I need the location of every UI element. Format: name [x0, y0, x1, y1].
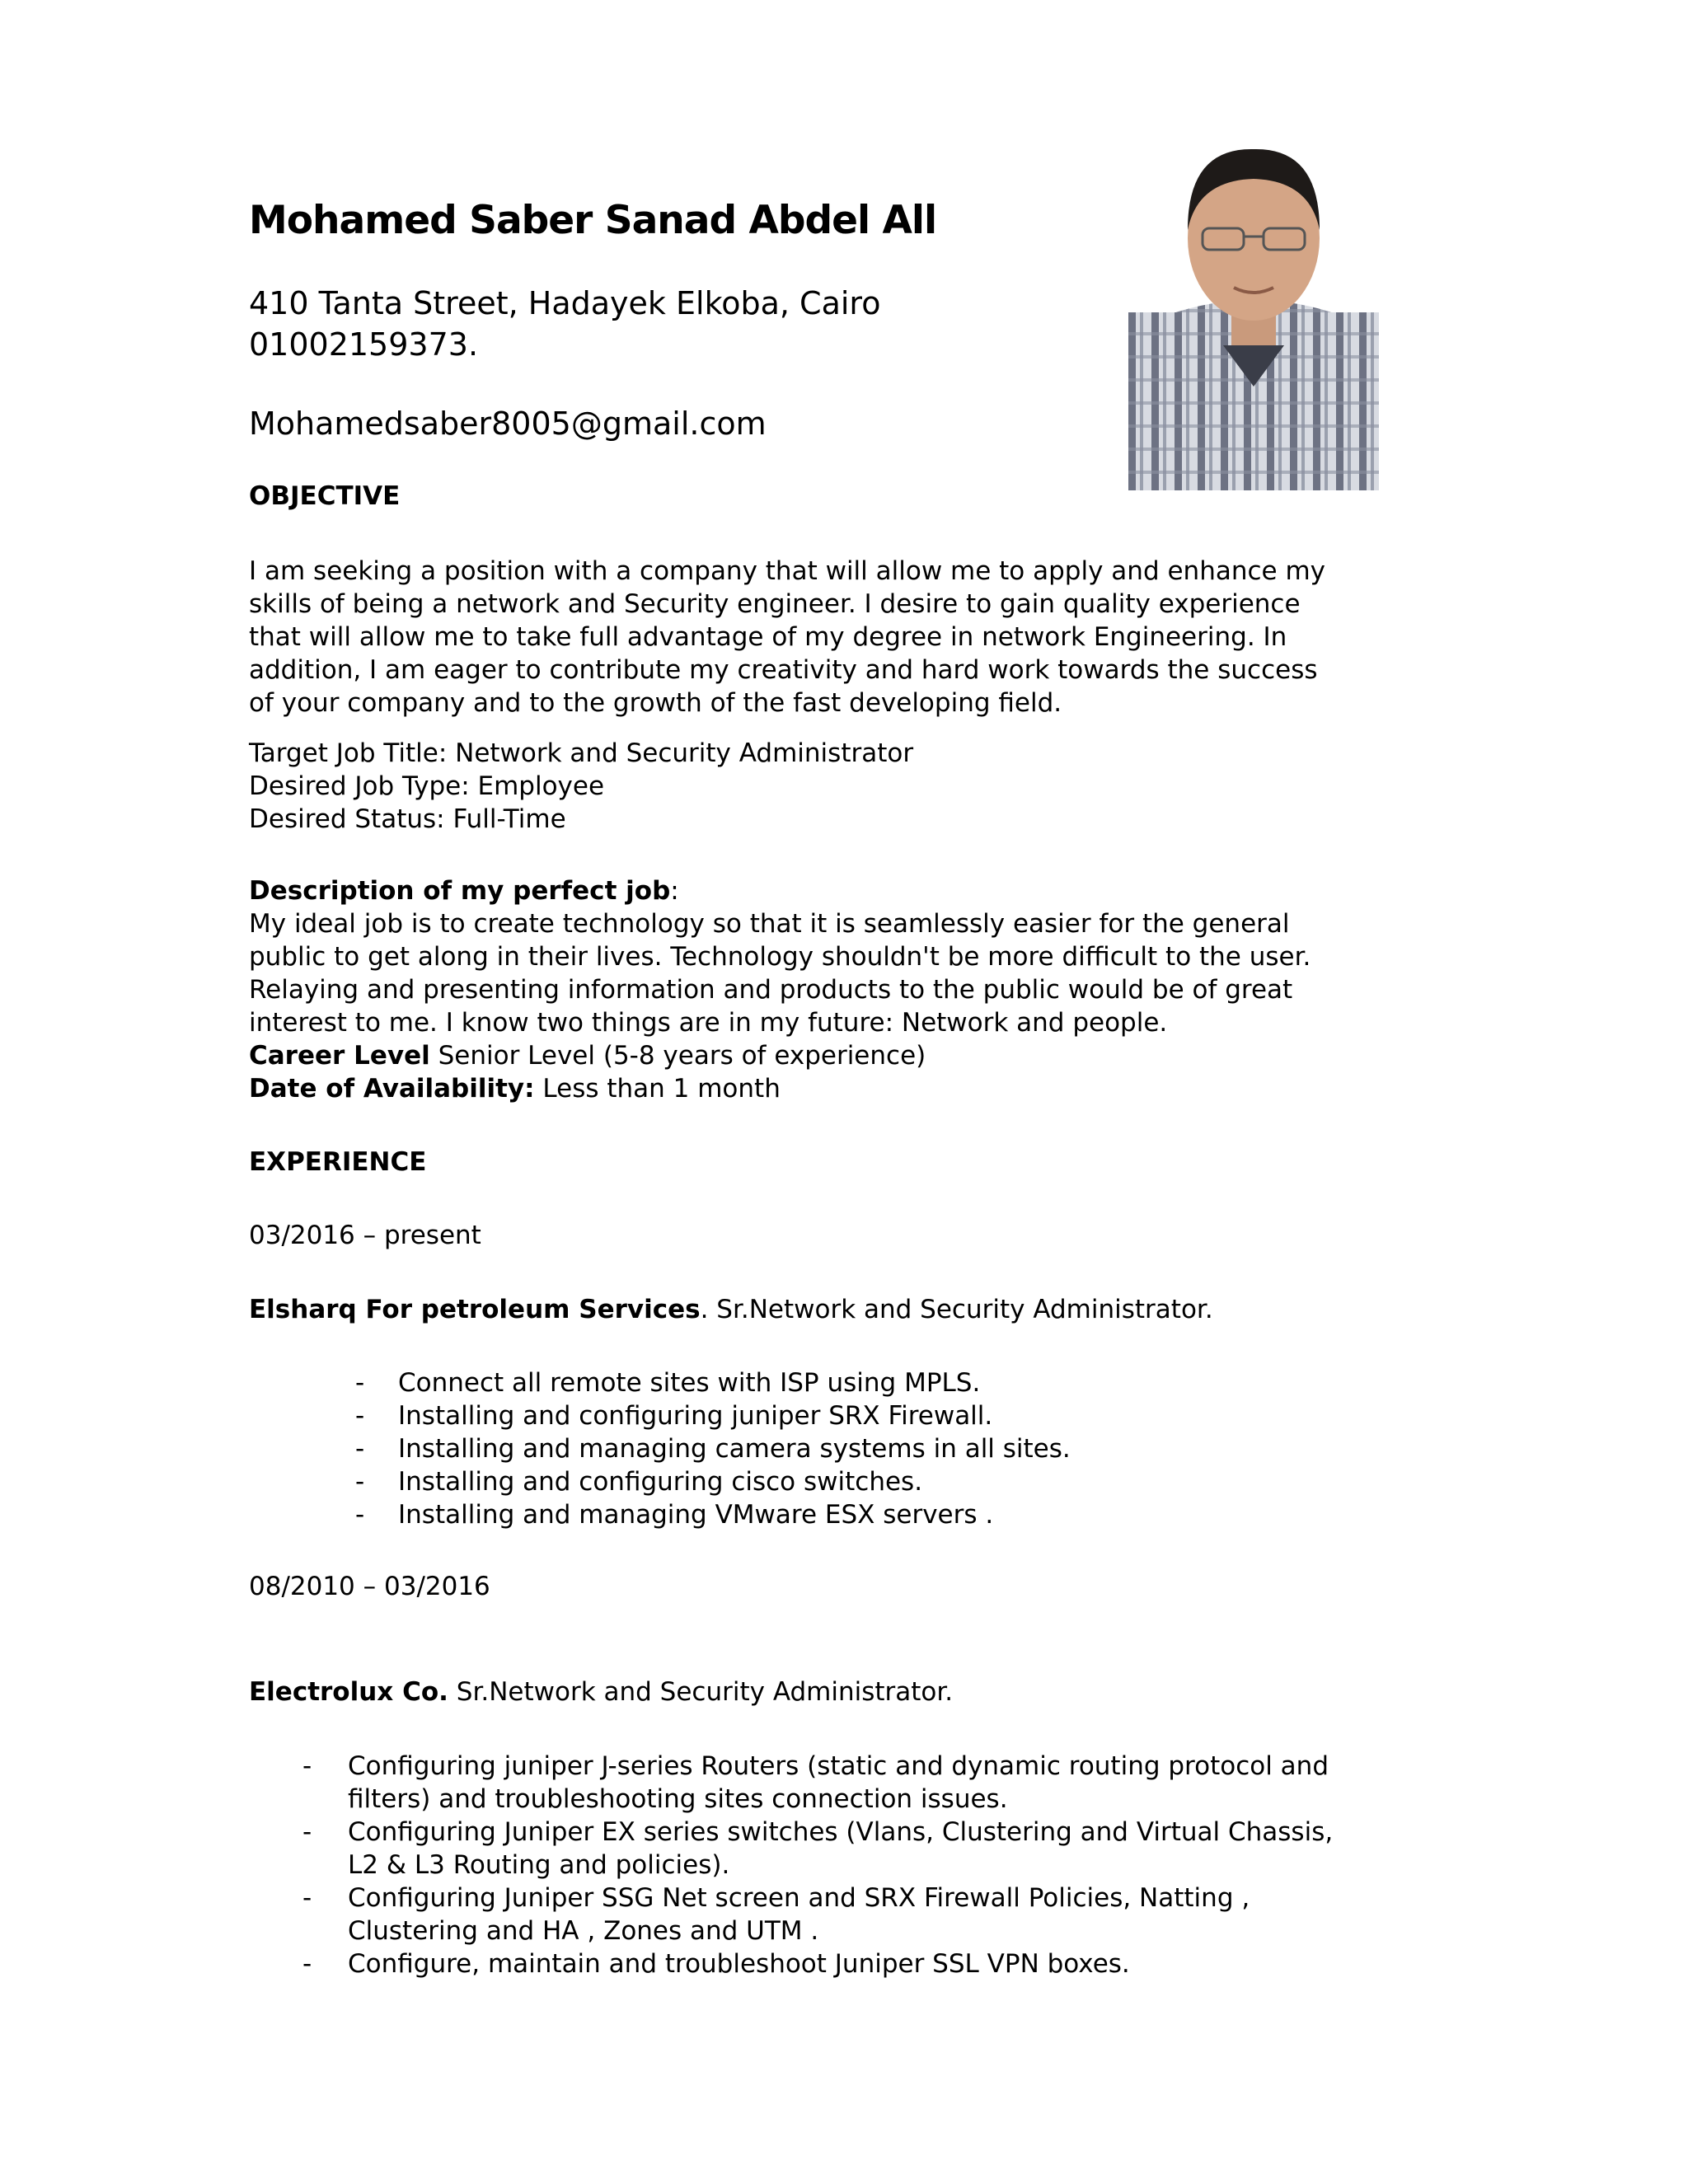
- career-level-value: Senior Level (5-8 years of experience): [429, 1041, 926, 1071]
- list-item: - Configure, maintain and troubleshoot Juniper SSL VPN boxes.: [302, 1949, 1130, 1979]
- job-dates: 08/2010 – 03/2016: [249, 1572, 490, 1601]
- colon: :: [670, 876, 679, 906]
- job-header: [249, 1675, 953, 1708]
- job-title: Sr.Network and Security Administrator.: [448, 1677, 954, 1707]
- job-bullets: [355, 1366, 1071, 1531]
- list-item: - Configuring Juniper EX series switches (Vlans, Clustering and Virtual Chassis, L2 & L3 Routing and policies).: [302, 1817, 1334, 1880]
- list-item: - Configuring juniper J-series Routers (static and dynamic routing protocol and filters) and troubleshooting sites connection issues.: [302, 1751, 1329, 1814]
- job-header: [249, 1293, 1213, 1326]
- text-line: Relaying and presenting information and products to the public would be of great: [249, 975, 1293, 1005]
- target-job-title: Target Job Title: Network and Security Administrator: [249, 738, 914, 768]
- text-line: public to get along in their lives. Technology shouldn't be more difficult to the user.: [249, 942, 1311, 972]
- company-name: Elsharq For petroleum Services: [249, 1295, 701, 1324]
- address: 410 Tanta Street, Hadayek Elkoba, Cairo: [249, 285, 881, 321]
- text-line: of your company and to the growth of the fast developing field.: [249, 688, 1062, 718]
- desired-status: Desired Status: Full-Time: [249, 804, 566, 834]
- list-item: - Configuring Juniper SSG Net screen and SRX Firewall Policies, Natting , Clustering and HA , Zones and UTM .: [302, 1883, 1250, 1946]
- list-item: - Installing and configuring juniper SRX Firewall.: [355, 1401, 993, 1431]
- list-item: - Connect all remote sites with ISP using MPLS.: [355, 1368, 981, 1398]
- email[interactable]: Mohamedsaber8005@gmail.com: [249, 405, 767, 442]
- phone: 01002159373.: [249, 326, 479, 363]
- list-item: - Installing and configuring cisco switches.: [355, 1467, 923, 1497]
- text-line: I am seeking a position with a company that will allow me to apply and enhance my: [249, 556, 1325, 586]
- objective-paragraph: [249, 555, 1325, 719]
- availability-label: Date of Availability:: [249, 1074, 535, 1104]
- job-preferences: [249, 737, 913, 836]
- objective-heading: OBJECTIVE: [249, 481, 401, 511]
- career-level-label: Career Level: [249, 1041, 430, 1071]
- desired-job-type: Desired Job Type: Employee: [249, 771, 605, 801]
- profile-photo: [1128, 139, 1379, 490]
- list-item: - Installing and managing camera systems in all sites.: [355, 1434, 1071, 1464]
- job-title: . Sr.Network and Security Administrator.: [700, 1295, 1213, 1324]
- text-line: addition, I am eager to contribute my creativity and hard work towards the success: [249, 655, 1318, 685]
- perfect-job-section: [249, 874, 1311, 1105]
- perfect-job-heading: Description of my perfect job: [249, 876, 671, 906]
- experience-heading: EXPERIENCE: [249, 1147, 427, 1177]
- job-bullets: [302, 1750, 1334, 1980]
- text-line: interest to me. I know two things are in my future: Network and people.: [249, 1008, 1168, 1038]
- company-name: Electrolux Co.: [249, 1677, 448, 1707]
- job-dates: 03/2016 – present: [249, 1221, 481, 1250]
- availability-value: Less than 1 month: [534, 1074, 781, 1104]
- text-line: skills of being a network and Security engineer. I desire to gain quality experience: [249, 589, 1301, 619]
- text-line: that will allow me to take full advantage of my degree in network Engineering. In: [249, 622, 1287, 652]
- text-line: My ideal job is to create technology so that it is seamlessly easier for the general: [249, 909, 1290, 939]
- list-item: - Installing and managing VMware ESX servers .: [355, 1500, 994, 1530]
- candidate-name: Mohamed Saber Sanad Abdel All: [249, 198, 937, 243]
